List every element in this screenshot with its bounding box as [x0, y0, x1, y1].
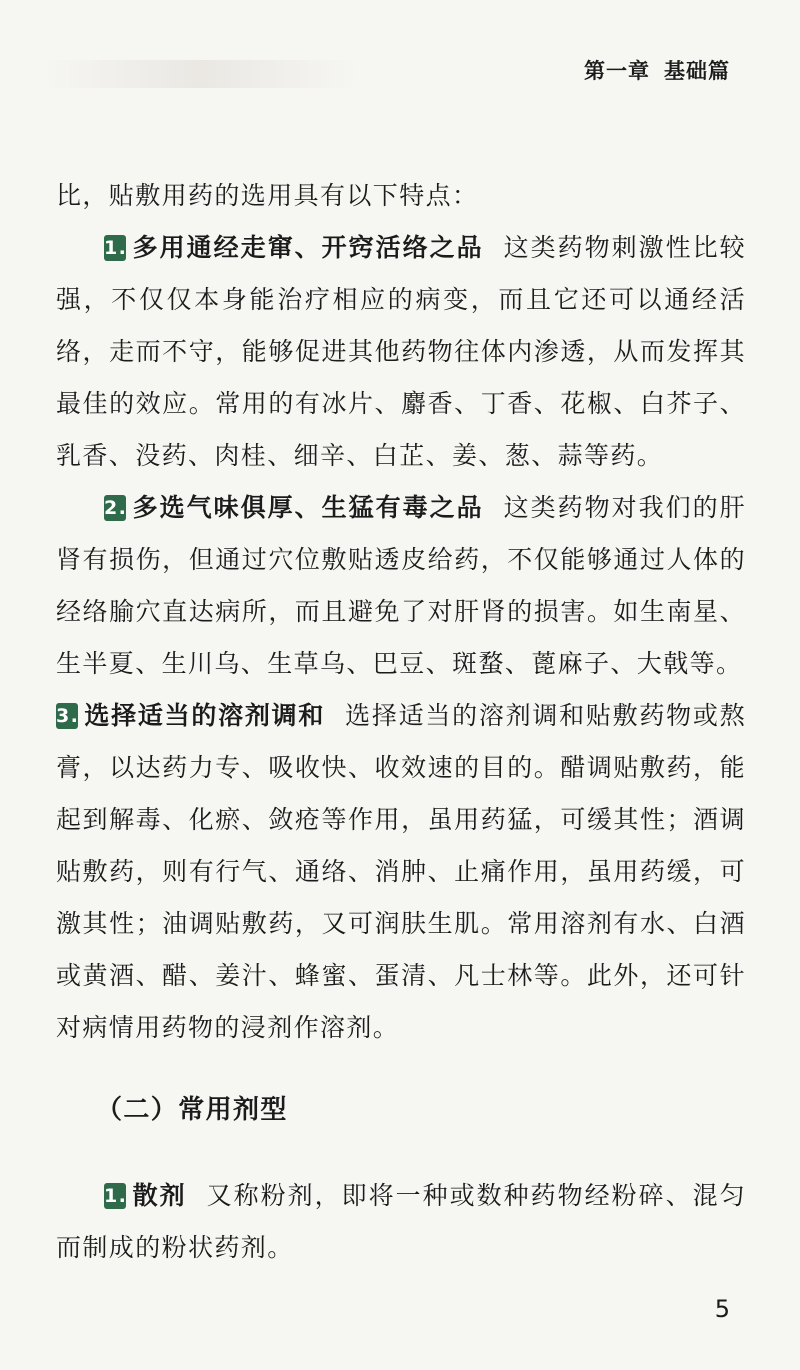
chapter-label: 第一章 — [584, 58, 650, 83]
item-text: 选择适当的溶剂调和贴敷药物或熬膏，以达药力专、吸收快、收效速的目的。醋调贴敷药，能起到解毒、化瘀、敛疮等作用，虽用药猛，可缓其性；酒调贴敷药，则有行气、通络、消肿、止痛作用，虽用药缓，可激其性；油调贴敷药，又可润肤生肌。常用溶剂有水、白酒或黄酒、醋、姜汁、蜂蜜、蛋清、凡士林等。此外，还可针对病情用药物的浸剂作溶剂。 — [56, 701, 746, 1042]
page-body — [56, 170, 746, 1274]
feature-item-2 — [56, 482, 746, 690]
item-text: 这类药物刺激性比较强，不仅仅本身能治疗相应的病变，而且它还可以通经活络，走而不守，能够促进其他药物往体内渗透，从而发挥其最佳的效应。常用的有冰片、麝香、丁香、花椒、白芥子、乳香、没药、肉桂、细辛、白芷、姜、葱、蒜等药。 — [56, 233, 746, 470]
item-heading: 选择适当的溶剂调和 — [84, 701, 326, 730]
feature-item-1 — [56, 222, 746, 482]
running-header — [570, 55, 730, 85]
dosage-item-1 — [56, 1170, 746, 1274]
item-number-badge: 3. — [56, 705, 80, 727]
item-heading: 多选气味俱厚、生猛有毒之品 — [132, 493, 484, 522]
section-title: （二）常用剂型 — [96, 1095, 288, 1125]
item-number-badge: 1. — [104, 1185, 128, 1207]
page-number: 5 — [714, 1295, 730, 1323]
item-text: 又称粉剂，即将一种或数种药物经粉碎、混匀而制成的粉状药剂。 — [56, 1181, 746, 1262]
item-heading: 多用通经走窜、开窍活络之品 — [132, 233, 484, 262]
section-label: 基础篇 — [664, 58, 730, 83]
item-text: 这类药物对我们的肝肾有损伤，但通过穴位敷贴透皮给药，不仅能够通过人体的经络腧穴直达病所，而且避免了对肝肾的损害。如生南星、生半夏、生川乌、生草乌、巴豆、斑蝥、蓖麻子、大戟等。 — [56, 493, 746, 678]
item-number-badge: 2. — [104, 497, 128, 519]
item-number-badge: 1. — [104, 237, 128, 259]
intro-paragraph: 比，贴敷用药的选用具有以下特点： — [56, 181, 479, 210]
feature-item-3 — [56, 690, 746, 1054]
bleed-through-artifact — [40, 60, 360, 88]
item-heading: 散剂 — [132, 1181, 187, 1210]
